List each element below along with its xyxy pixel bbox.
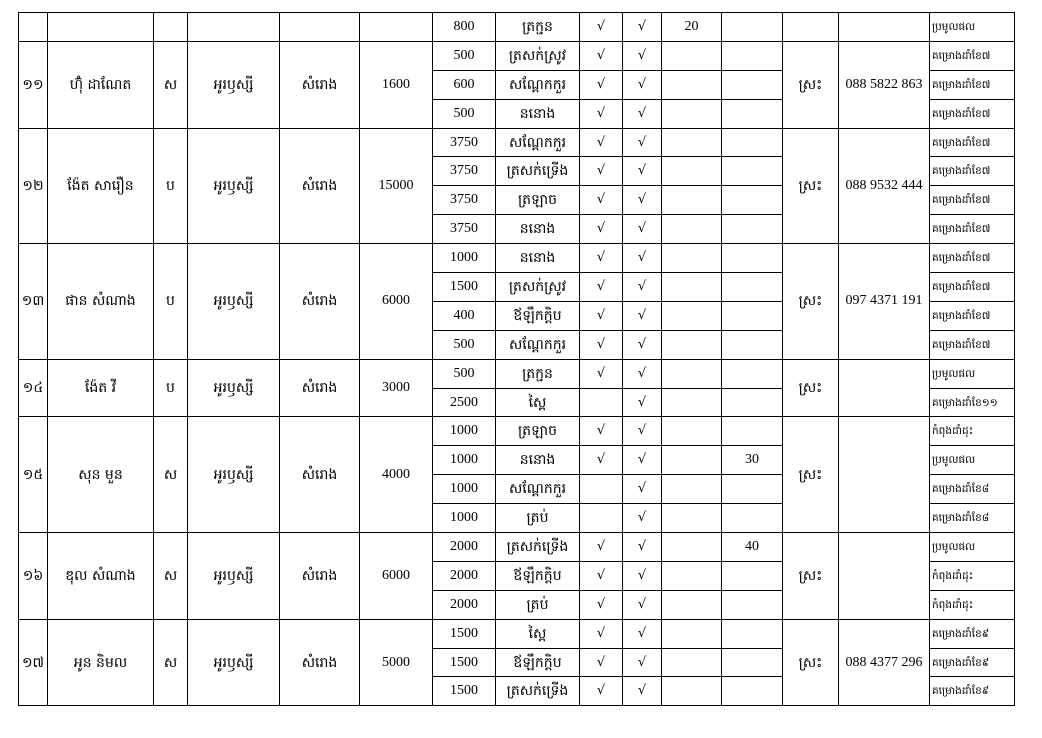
crop-yield-value [722, 677, 783, 706]
crop-extra-value [662, 273, 722, 302]
farmer-number: ១៣ [19, 244, 48, 360]
yield-cell [722, 13, 783, 42]
crop-yield-value [722, 359, 783, 388]
crop-check-2: √ [623, 215, 662, 244]
farmer-method: សំរោង [280, 244, 360, 360]
table-row [19, 417, 1015, 446]
farmer-crop-table-page [18, 12, 1015, 706]
farmer-method: សំរោង [280, 533, 360, 620]
crop-yield-value [722, 244, 783, 273]
crop-extra-value [662, 215, 722, 244]
crop-status: គម្រោងដាំខែ៧ [930, 70, 1015, 99]
crop-check-2: √ [623, 244, 662, 273]
crop-quantity: 500 [433, 99, 496, 128]
crop-yield-value [722, 504, 783, 533]
farmer-water-source: ស្រះ [783, 533, 839, 620]
crop-yield-value [722, 561, 783, 590]
table-row [19, 244, 1015, 273]
crop-extra-value [662, 99, 722, 128]
farmer-name: អូន និមល [48, 619, 154, 706]
crop-extra-value [662, 677, 722, 706]
crop-quantity: 1000 [433, 244, 496, 273]
crop-quantity: 500 [433, 330, 496, 359]
crop-status: គម្រោងដាំខែ៧ [930, 186, 1015, 215]
crop-yield-value [722, 273, 783, 302]
crop-name: ត្រឡាច [496, 186, 580, 215]
farmer-name: សុន មួន [48, 417, 154, 533]
crop-check-1: √ [580, 330, 623, 359]
crop-check-2: √ [623, 619, 662, 648]
farmer-total-area: 1600 [360, 41, 433, 128]
farmer-number: ១៤ [19, 359, 48, 417]
crop-check-1: √ [580, 186, 623, 215]
crop-status: គម្រោងដាំខែ៧ [930, 273, 1015, 302]
crop-yield-value [722, 157, 783, 186]
crop-name: ឪឡឹកក្តិប [496, 561, 580, 590]
crop-name: សណ្ដែកកួរ [496, 475, 580, 504]
crop-check-2: √ [623, 273, 662, 302]
crop-quantity: 500 [433, 41, 496, 70]
farmer-total-area: 6000 [360, 533, 433, 620]
crop-extra-value [662, 446, 722, 475]
farmer-phone: 088 9532 444 [839, 128, 930, 244]
crop-check-2: √ [623, 157, 662, 186]
table-row [19, 359, 1015, 388]
crop-status: ប្រមូលផល [930, 446, 1015, 475]
farmer-village: អូរឫស្សី [188, 359, 280, 417]
farmer-gender: ស [154, 41, 188, 128]
crop-extra-value [662, 533, 722, 562]
crop-check-1: √ [580, 417, 623, 446]
crop-name: ស្ពៃ [496, 388, 580, 417]
crop-quantity: 1000 [433, 504, 496, 533]
farmer-phone: 088 4377 296 [839, 619, 930, 706]
table-row [19, 13, 1015, 42]
crop-yield-value: 30 [722, 446, 783, 475]
crop-check-1 [580, 504, 623, 533]
farmer-total-area: 6000 [360, 244, 433, 360]
farmer-village: អូរឫស្សី [188, 41, 280, 128]
farmer-phone: 088 5822 863 [839, 41, 930, 128]
crop-extra-value [662, 359, 722, 388]
crop-check-2: √ [623, 648, 662, 677]
crop-extra-value [662, 157, 722, 186]
crop-check-2: √ [623, 186, 662, 215]
crop-check-1 [580, 475, 623, 504]
crop-name: ឪឡឹកក្តិប [496, 648, 580, 677]
method-cell [280, 13, 360, 42]
phone-cell [839, 13, 930, 42]
crop-status: គម្រោងដាំខែ៩ [930, 677, 1015, 706]
crop-name: សណ្ដែកកួរ [496, 128, 580, 157]
crop-name: ត្រសក់ស្រូវ [496, 41, 580, 70]
farmer-name: ង៉ែត វី [48, 359, 154, 417]
water-cell [783, 13, 839, 42]
farmer-water-source: ស្រះ [783, 619, 839, 706]
crop-name: ននោង [496, 244, 580, 273]
crop-status: គម្រោងដាំខែ៧ [930, 157, 1015, 186]
crop-yield-value [722, 330, 783, 359]
crop-status: គម្រោងដាំខែ៨ [930, 475, 1015, 504]
farmer-name: ផាន សំណាង [48, 244, 154, 360]
crop-quantity: 3750 [433, 186, 496, 215]
crop-extra-value [662, 417, 722, 446]
crop-quantity: 1000 [433, 446, 496, 475]
crop-quantity: 1500 [433, 677, 496, 706]
crop-name: ននោង [496, 99, 580, 128]
crop-extra-value [662, 70, 722, 99]
crop-check-2: √ [623, 475, 662, 504]
table-row [19, 533, 1015, 562]
crop-status: គម្រោងដាំខែ៧ [930, 244, 1015, 273]
farmer-gender: ស [154, 417, 188, 533]
crop-quantity: 1500 [433, 619, 496, 648]
crop-extra-value [662, 504, 722, 533]
farmer-total-area: 4000 [360, 417, 433, 533]
extra-cell: 20 [662, 13, 722, 42]
crop-name: ត្រសក់ទ្រើង [496, 157, 580, 186]
crop-yield-value [722, 41, 783, 70]
crop-extra-value [662, 330, 722, 359]
crop-check-1: √ [580, 273, 623, 302]
crop-quantity: 1500 [433, 273, 496, 302]
farmer-village: អូរឫស្សី [188, 619, 280, 706]
crop-check-2: √ [623, 301, 662, 330]
farmer-gender: ស [154, 619, 188, 706]
crop-yield-value [722, 215, 783, 244]
crop-name: សណ្ដែកកួរ [496, 70, 580, 99]
gender-cell [154, 13, 188, 42]
crop-quantity: 3750 [433, 128, 496, 157]
crop-check-1: √ [580, 533, 623, 562]
crop-yield-value [722, 590, 783, 619]
crop-quantity: 1000 [433, 417, 496, 446]
crop-check-2: √ [623, 417, 662, 446]
crop-check-1: √ [580, 446, 623, 475]
crop-status: គម្រោងដាំខែ៧ [930, 330, 1015, 359]
farmer-total-area: 15000 [360, 128, 433, 244]
crop-extra-value [662, 475, 722, 504]
crop-yield-value: 40 [722, 533, 783, 562]
crop-yield-value [722, 99, 783, 128]
qty-cell: 800 [433, 13, 496, 42]
total-cell [360, 13, 433, 42]
crop-status: គម្រោងដាំខែ៧ [930, 301, 1015, 330]
farmer-village: អូរឫស្សី [188, 128, 280, 244]
farmer-water-source: ស្រះ [783, 417, 839, 533]
crop-yield-value [722, 186, 783, 215]
crop-yield-value [722, 301, 783, 330]
crop-cell: ត្រក្ជន [496, 13, 580, 42]
crop-status: កំពុងដាំដុះ [930, 590, 1015, 619]
crop-name: សណ្ដែកកួរ [496, 330, 580, 359]
crop-check-1: √ [580, 677, 623, 706]
crop-yield-value [722, 388, 783, 417]
farmer-total-area: 5000 [360, 619, 433, 706]
crop-status: គម្រោងដាំខែ៩ [930, 648, 1015, 677]
crop-status: ប្រមូលផល [930, 359, 1015, 388]
farmer-name: ឌុល សំណាង [48, 533, 154, 620]
crop-extra-value [662, 128, 722, 157]
crop-check-2: √ [623, 41, 662, 70]
crop-quantity: 2000 [433, 561, 496, 590]
crop-extra-value [662, 388, 722, 417]
crop-yield-value [722, 417, 783, 446]
crop-status: គម្រោងដាំខែ៧ [930, 99, 1015, 128]
farmer-water-source: ស្រះ [783, 41, 839, 128]
farmer-water-source: ស្រះ [783, 128, 839, 244]
crop-quantity: 2000 [433, 533, 496, 562]
crop-status: ប្រមូលផល [930, 533, 1015, 562]
farmer-phone [839, 359, 930, 417]
crop-check-1: √ [580, 619, 623, 648]
farmer-number: ១៥ [19, 417, 48, 533]
farmer-gender: ប [154, 359, 188, 417]
crop-extra-value [662, 186, 722, 215]
table-row [19, 128, 1015, 157]
farmer-method: សំរោង [280, 359, 360, 417]
crop-check-1: √ [580, 157, 623, 186]
crop-check-2: √ [623, 446, 662, 475]
farmer-number: ១២ [19, 128, 48, 244]
crop-check-1: √ [580, 359, 623, 388]
farmer-method: សំរោង [280, 417, 360, 533]
farmer-phone [839, 417, 930, 533]
crop-status: គម្រោងដាំខែ១១ [930, 388, 1015, 417]
crop-quantity: 1000 [433, 475, 496, 504]
crop-status: គម្រោងដាំខែ៩ [930, 619, 1015, 648]
crop-check-2: √ [623, 128, 662, 157]
crop-extra-value [662, 619, 722, 648]
crop-extra-value [662, 590, 722, 619]
crop-name: ននោង [496, 446, 580, 475]
crop-quantity: 3750 [433, 157, 496, 186]
crop-yield-value [722, 70, 783, 99]
crop-check-1: √ [580, 648, 623, 677]
crop-quantity: 2500 [433, 388, 496, 417]
crop-status: គម្រោងដាំខែ៧ [930, 128, 1015, 157]
crop-quantity: 400 [433, 301, 496, 330]
crop-name: ត្រសក់ទ្រើង [496, 677, 580, 706]
crop-yield-value [722, 128, 783, 157]
crop-name: ត្រប់ [496, 590, 580, 619]
crop-yield-value [722, 648, 783, 677]
crop-status: គម្រោងដាំខែ៧ [930, 41, 1015, 70]
check-cell-1: √ [580, 13, 623, 42]
crop-extra-value [662, 244, 722, 273]
crop-name: ត្រក្ជន [496, 359, 580, 388]
crop-quantity: 1500 [433, 648, 496, 677]
crop-quantity: 3750 [433, 215, 496, 244]
crop-status: គម្រោងដាំខែ៧ [930, 215, 1015, 244]
village-cell [188, 13, 280, 42]
farmer-method: សំរោង [280, 619, 360, 706]
crop-check-1: √ [580, 99, 623, 128]
no-cell [19, 13, 48, 42]
farmer-method: សំរោង [280, 41, 360, 128]
farmer-total-area: 3000 [360, 359, 433, 417]
crop-check-1: √ [580, 215, 623, 244]
farmer-phone [839, 533, 930, 620]
crop-name: ត្រប់ [496, 504, 580, 533]
table-body [19, 13, 1015, 706]
farmer-crop-table [18, 12, 1015, 706]
crop-check-2: √ [623, 504, 662, 533]
crop-name: ឪឡឹកក្តិប [496, 301, 580, 330]
crop-check-1: √ [580, 128, 623, 157]
farmer-phone: 097 4371 191 [839, 244, 930, 360]
table-row [19, 619, 1015, 648]
farmer-gender: ប [154, 128, 188, 244]
crop-check-1: √ [580, 561, 623, 590]
crop-check-1: √ [580, 301, 623, 330]
crop-check-2: √ [623, 359, 662, 388]
crop-check-2: √ [623, 99, 662, 128]
crop-yield-value [722, 475, 783, 504]
crop-quantity: 500 [433, 359, 496, 388]
crop-quantity: 600 [433, 70, 496, 99]
crop-yield-value [722, 619, 783, 648]
crop-extra-value [662, 301, 722, 330]
farmer-village: អូរឫស្សី [188, 417, 280, 533]
check-cell-2: √ [623, 13, 662, 42]
farmer-number: ១១ [19, 41, 48, 128]
crop-extra-value [662, 648, 722, 677]
farmer-water-source: ស្រះ [783, 359, 839, 417]
crop-name: ស្ពៃ [496, 619, 580, 648]
crop-check-2: √ [623, 533, 662, 562]
crop-status: កំពុងដាំដុះ [930, 417, 1015, 446]
crop-extra-value [662, 41, 722, 70]
crop-check-2: √ [623, 590, 662, 619]
crop-status: កំពុងដាំដុះ [930, 561, 1015, 590]
crop-name: ត្រឡាច [496, 417, 580, 446]
status-cell: ប្រមូលផល [930, 13, 1015, 42]
farmer-number: ១៦ [19, 533, 48, 620]
farmer-village: អូរឫស្សី [188, 244, 280, 360]
crop-check-2: √ [623, 561, 662, 590]
farmer-water-source: ស្រះ [783, 244, 839, 360]
farmer-number: ១៧ [19, 619, 48, 706]
crop-status: គម្រោងដាំខែ៨ [930, 504, 1015, 533]
name-cell [48, 13, 154, 42]
farmer-name: ង៉ែត សារឿន [48, 128, 154, 244]
crop-check-2: √ [623, 388, 662, 417]
crop-check-2: √ [623, 677, 662, 706]
crop-check-2: √ [623, 70, 662, 99]
crop-quantity: 2000 [433, 590, 496, 619]
crop-check-1: √ [580, 41, 623, 70]
farmer-gender: ប [154, 244, 188, 360]
table-row [19, 41, 1015, 70]
farmer-village: អូរឫស្សី [188, 533, 280, 620]
farmer-name: ហ៊ុំ ដាណែត [48, 41, 154, 128]
farmer-gender: ស [154, 533, 188, 620]
crop-check-2: √ [623, 330, 662, 359]
crop-check-1: √ [580, 590, 623, 619]
crop-name: ននោង [496, 215, 580, 244]
crop-check-1 [580, 388, 623, 417]
crop-check-1: √ [580, 244, 623, 273]
crop-extra-value [662, 561, 722, 590]
crop-check-1: √ [580, 70, 623, 99]
farmer-method: សំរោង [280, 128, 360, 244]
crop-name: ត្រសក់ស្រូវ [496, 273, 580, 302]
crop-name: ត្រសក់ទ្រើង [496, 533, 580, 562]
